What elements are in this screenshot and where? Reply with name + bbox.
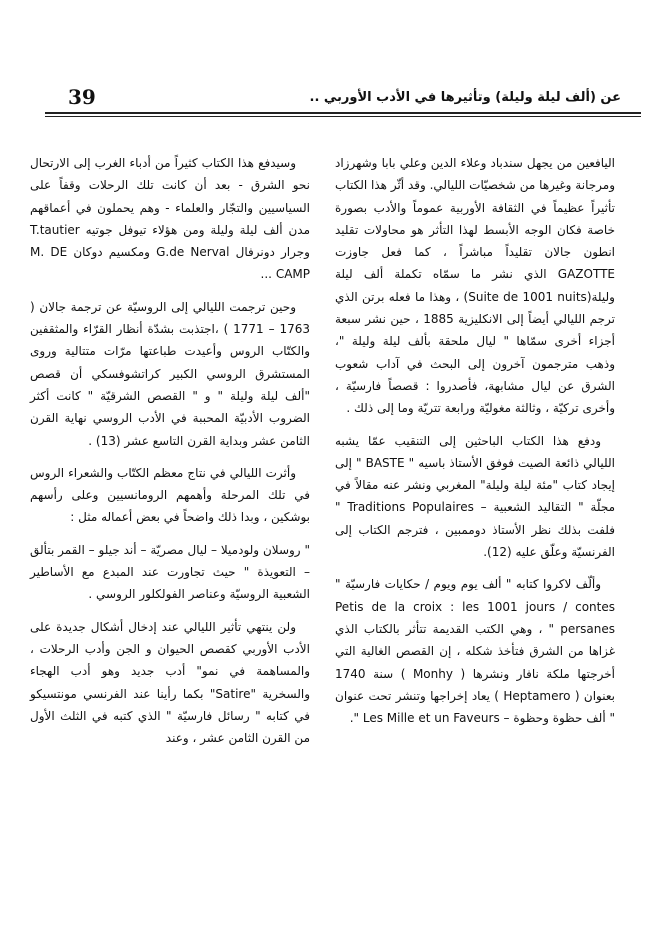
paragraph: وأثرت الليالي في نتاج معظم الكتّاب والشعراء الروس في تلك المرحلة وأهمهم الرومانسيين وعلى رأسهم بوشكين ، وبدا ذلك واضحاً في بعض أعماله مثل : (30, 465, 310, 525)
paragraph: اليافعين من يجهل سندباد وعلاء الدين وعلي بابا وشهرزاد ومرجانة وغيرها من شخصيّات الليالي. وقد أثّر هذا الكتاب تأثيراً عظيماً في الثقافة الأوربية عموماً والأدب بصورة خاصة فكان الوجه الأبسط لهذا التأثر هو محاولات تقليد انطون جالان تقليداً مباشراً ، كما فعل جاوزت GAZOTTE الذي نشر ما سمّاه تكملة ألف ليلة وليلة(Suite de 1001 nuits) ، وهذا ما فعله برتن الذي ترجم الليالي أيضاً إلى الانكليزية 1885 ، حين نشر سبعة أجزاء أخرى سمّاها " ليال ملحقة بألف ليلة وليلة "، وذهب مترجمون آخرون إلى البحث في آداب شعوب الشرق عن ليال مشابهة، فأصدروا : قصصاً فارسيّة ، وأخرى تركيّة ، وثالثة مغوليّة ورابعة تتريّة وما إلى ذلك . (335, 156, 615, 416)
header-rule (45, 112, 641, 114)
paragraph: وسيدفع هذا الكتاب كثيراً من أدباء الغرب إلى الارتحال نحو الشرق - بعد أن كانت تلك الرحلات وقفاً على السياسيين والتجّار والعلماء - وهم يحملون في أعماقهم مدن ألف ليلة وليلة ومن هؤلاء تيوفل جوتيه T.tautier وجرار دونرفال G.de Nerval ومكسيم دوكان M. DE CAMP ... (30, 156, 310, 282)
running-header (20, 80, 621, 114)
header-rule-thin (45, 116, 641, 117)
paragraph: ودفع هذا الكتاب الباحثين إلى التنقيب عمّا يشبه الليالي ذائعة الصيت فوفق الأستاذ باسيه " BASTE " إلى إيجاد كتاب "مئة ليلة وليلة" المغربي ونشر عنه مقالاً في مجلّة " التقاليد الشعبية – Traditions Populaires " فلفت بذلك نظر الأستاذ دوممبين ، فترجم الكتاب إلى الفرنسيّة وعلّق عليه (12). (335, 433, 615, 560)
paragraph: " روسلان ولودميلا – ليال مصريّة – أند جيلو – القمر بتألق – التعويذة " حيث تجاورت عند المبدع مع الأساطير الشعبية الروسيّة وعناصر الفولكلور الروسي . (30, 542, 310, 602)
paragraph: ولن ينتهي تأثير الليالي عند إدخال أشكال جديدة على الأدب الأوربي كقصص الحيوان و الجن وأدب الرحلات ، والمساهمة في نمو" أدب جديد وهو أدب الهجاء والسخرية "Satire" بكما رأينا عند الفرنسي مونتسيكو في كتابه " رسائل فارسيّة " الذي كتبه في الثلث الأول من القرن الثامن عشر ، وعند (30, 619, 311, 746)
running-title: عن (ألف ليلة وليلة) وتأثيرها في الأدب الأوربي .. (309, 89, 621, 105)
paragraph: وحين ترجمت الليالي إلى الروسيّة عن ترجمة جالان ( 1763 – 1771 ) ،اجتذبت بشدّة أنظار القرّاء والمثقفين والكتّاب الروس وأعيدت طباعتها مرّات متتالية وروى المستشرق الروسي الكبير كراتشوفسكي أن قصص "ألف ليلة وليلة " و " القصص الشرقيّة " كانت أكثر الضروب الأدبيّة المحببة في الأدب الروسي نهاية القرن الثامن عشر وبداية القرن التاسع عشر (13) . (30, 299, 310, 448)
right-column (335, 152, 615, 739)
left-column (30, 152, 310, 759)
paragraph: وألّف لاكروا كتابه " ألف يوم ويوم / حكايات فارسيّة " Petis de la croix : les 1001 jours / contes persanes " ، وهي الكتب القديمة تتأثر بالكتاب الذي غزاها من الشرق فتأخذ شكله ، إن القصص الغالية التي أخرجتها ملكة نافار ونشرها ( Monhy ) سنة 1740 بعنوان ( Heptamero ) يعاد إخراجها وتنشر تحت عنوان " ألف حظوة وحظوة – Les Mille et un Faveurs ". (335, 577, 616, 726)
page-number: 39 (68, 85, 96, 109)
